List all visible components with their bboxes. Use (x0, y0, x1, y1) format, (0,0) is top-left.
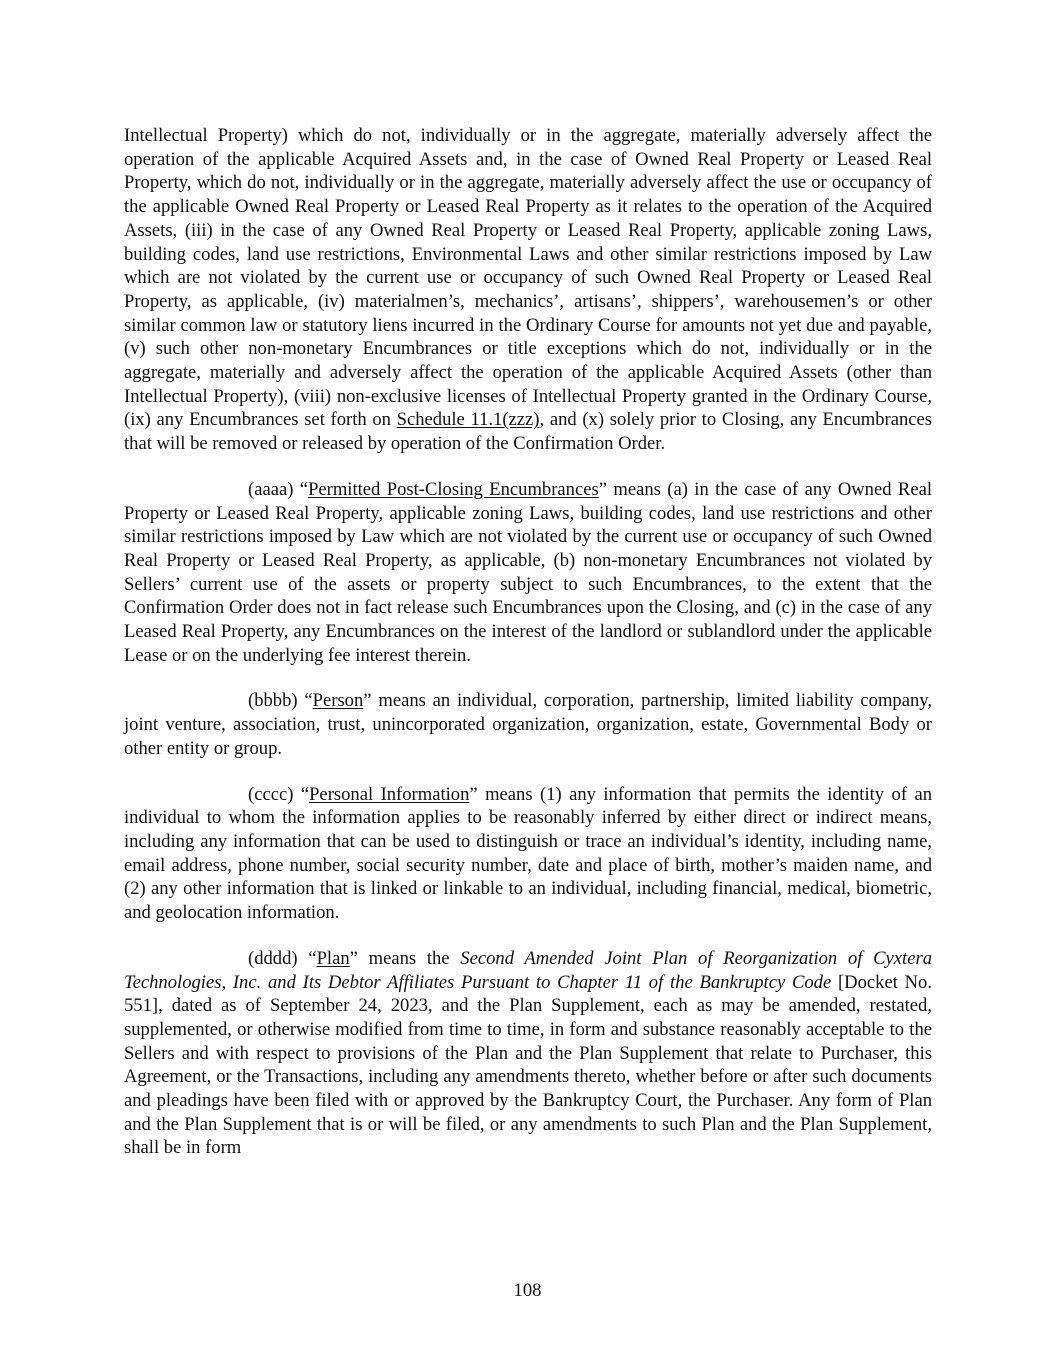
continuation-text-a: Intellectual Property) which do not, individually or in the aggregate, materially adversely affect the operation of the applicable Acquired Assets and, in the case of Owned Real Property or Leased Real Property, which do not, individually or in the aggregate, materially adversely affect the use or occupancy of the applicable Owned Real Property or Leased Real Property as it relates to the operation of the Acquired Assets, (iii) in the case of any Owned Real Property or Leased Real Property, applicable zoning Laws, building codes, land use restrictions, Environmental Laws and other similar restrictions imposed by Law which are not violated by the current use or occupancy of such Owned Real Property or Leased Real Property, as applicable, (iv) materialmen’s, mechanics’, artisans’, shippers’, warehousemen’s or other similar common law or statutory liens incurred in the Ordinary Course for amounts not yet due and payable, (v) such other non-monetary Encumbrances or title exceptions which do not, individually or in the aggregate, materially and adversely affect the operation of the applicable Acquired Assets (other than Intellectual Property), (viii) non-exclusive licenses of Intellectual Property granted in the Ordinary Course, (ix) any Encumbrances set forth on (124, 125, 932, 431)
definition-cccc (124, 783, 932, 925)
document-page (124, 124, 932, 1182)
definition-aaaa-prefix: (aaaa) “ (248, 478, 309, 500)
definition-dddd-body-b: [Docket No. 551], dated as of September 24, 2023, and the Plan Supplement, each as may be amended, restated, supplemented, or otherwise modified from time to time, in form and substance reasonably acceptable to the Sellers and with respect to provisions of the Plan and the Plan Supplement that relate to Purchaser, this Agreement, or the Transactions, including any amendments thereto, whether before or after such documents and pleadings have been filed with or approved by the Bankruptcy Court, the Purchaser. Any form of Plan and the Plan Supplement that is or will be filed, or any amendments to such Plan and the Plan Supplement, shall be in form (124, 971, 932, 1159)
defined-term-personal-information: Personal Information (309, 783, 470, 805)
definition-dddd (124, 947, 932, 1160)
plan-title: Second Amended Joint Plan of Reorganization of Cyxtera Technologies, Inc. and Its Debtor Affiliates Pursuant to Chapter 11 of the Bankruptcy Code (124, 947, 932, 993)
definition-dddd-prefix: (dddd) “ (248, 947, 317, 969)
definition-aaaa (124, 478, 932, 668)
definition-aaaa-body: ” means (a) in the case of any Owned Real Property or Leased Real Property, applicable zoning Laws, building codes, land use restrictions and other similar restrictions imposed by Law which are not violated by the current use or occupancy of such Owned Real Property or Leased Real Property, as applicable, (b) non-monetary Encumbrances not violated by Sellers’ current use of the assets or property subject to such Encumbrances, to the extent that the Confirmation Order does not in fact release such Encumbrances upon the Closing, and (c) in the case of any Leased Real Property, any Encumbrances on the interest of the landlord or sublandlord under the applicable Lease or on the underlying fee interest therein. (124, 478, 932, 666)
schedule-reference: Schedule 11.1(zzz) (396, 409, 540, 431)
definition-bbbb-prefix: (bbbb) “ (248, 690, 313, 712)
definition-cccc-body: ” means (1) any information that permits the identity of an individual to whom the information applies to be reasonably inferred by either direct or indirect means, including any information that can be used to distinguish or trace an individual’s identity, including name, email address, phone number, social security number, date and place of birth, mother’s maiden name, and (2) any other information that is linked or linkable to an individual, including financial, medical, biometric, and geolocation information. (124, 783, 933, 924)
continuation-text-b: , and (x) solely prior to Closing, any Encumbrances that will be removed or released by operation of the Confirmation Order. (124, 409, 932, 455)
page-number: 108 (513, 1280, 542, 1301)
definition-cccc-prefix: (cccc) “ (248, 783, 310, 805)
definition-dddd-body-a: ” means the (349, 947, 461, 969)
paragraph-continuation (124, 124, 932, 456)
defined-term-permitted-post-closing-encumbrances: Permitted Post-Closing Encumbrances (308, 478, 599, 500)
definition-bbbb-body: ” means an individual, corporation, partnership, limited liability company, joint venture, association, trust, unincorporated organization, organization, estate, Governmental Body or other entity or group. (124, 690, 932, 759)
definition-bbbb (124, 689, 932, 760)
defined-term-person: Person (312, 690, 364, 712)
defined-term-plan: Plan (316, 947, 350, 969)
